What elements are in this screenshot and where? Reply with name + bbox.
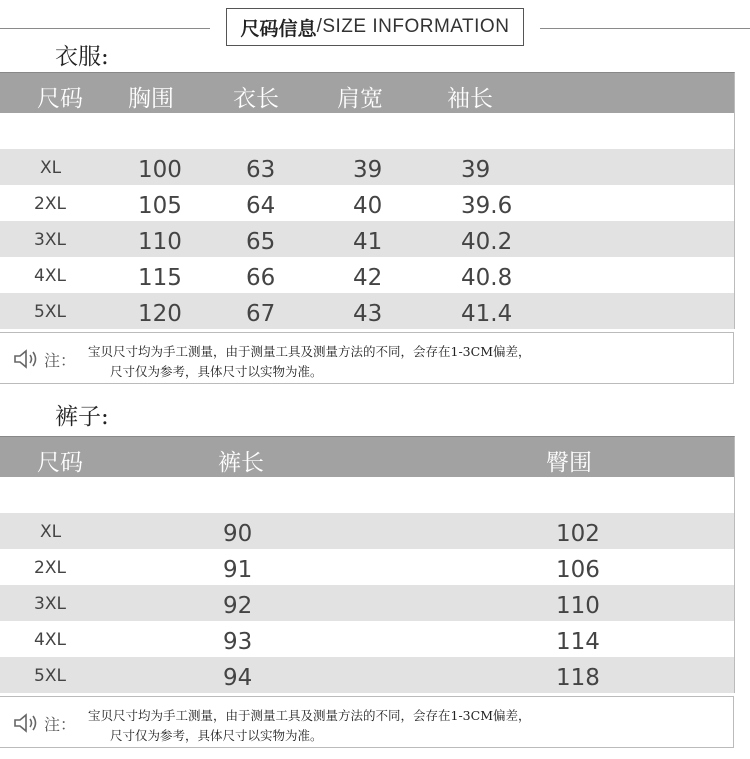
title-cn: 尺码信息: [240, 17, 317, 40]
table-row: [0, 549, 734, 585]
speaker-icon: [13, 712, 41, 734]
cell-length: 94: [223, 665, 253, 691]
cell-size: XL: [40, 158, 62, 178]
cell-chest: 115: [138, 265, 182, 291]
cell-size: 3XL: [34, 594, 66, 614]
tops-section-title: 衣服:: [55, 44, 109, 70]
cell-length: 65: [246, 229, 276, 255]
cell-chest: 120: [138, 301, 182, 327]
cell-shoulder: 43: [353, 301, 383, 327]
pants-spacer: [0, 477, 734, 513]
tops-col-length: 衣长: [233, 86, 279, 112]
cell-length: 90: [223, 521, 253, 547]
note-line-2: 尺寸仅为参考，具体尺寸以实物为准。: [110, 728, 323, 743]
cell-size: 4XL: [34, 266, 66, 286]
cell-length: 66: [246, 265, 276, 291]
speaker-icon: [13, 348, 41, 370]
cell-chest: 100: [138, 157, 182, 183]
title-sep: /: [316, 16, 323, 37]
tops-col-size: 尺码: [37, 86, 83, 112]
cell-sleeve: 41.4: [461, 301, 513, 327]
tops-table-header: [0, 73, 734, 113]
table-row: [0, 513, 734, 549]
cell-length: 64: [246, 193, 276, 219]
header-rule-left: [0, 28, 210, 29]
pants-size-table: [0, 436, 735, 693]
table-row: [0, 293, 734, 329]
pants-section-title: 裤子:: [55, 404, 109, 430]
cell-size: 2XL: [34, 558, 66, 578]
cell-shoulder: 39: [353, 157, 383, 183]
tops-size-table: [0, 72, 735, 329]
cell-sleeve: 40.8: [461, 265, 513, 291]
cell-sleeve: 40.2: [461, 229, 513, 255]
cell-shoulder: 41: [353, 229, 383, 255]
cell-hip: 102: [556, 521, 600, 547]
tops-measurement-note: [0, 332, 734, 384]
cell-length: 67: [246, 301, 276, 327]
tops-col-sleeve: 袖长: [447, 86, 493, 112]
table-row: [0, 149, 734, 185]
header-rule-right: [540, 28, 750, 29]
title-en: SIZE INFORMATION: [322, 16, 510, 37]
pants-measurement-note: [0, 696, 734, 748]
pants-col-length: 裤长: [218, 450, 264, 476]
cell-hip: 114: [556, 629, 600, 655]
cell-hip: 106: [556, 557, 600, 583]
pants-col-hip: 臀围: [546, 450, 592, 476]
cell-size: XL: [40, 522, 62, 542]
tops-spacer: [0, 113, 734, 149]
table-row: [0, 585, 734, 621]
note-label: 注：: [44, 715, 77, 734]
note-label: 注：: [44, 351, 77, 370]
cell-sleeve: 39: [461, 157, 491, 183]
cell-size: 4XL: [34, 630, 66, 650]
tops-col-chest: 胸围: [128, 86, 174, 112]
page-title: [226, 8, 524, 46]
cell-shoulder: 40: [353, 193, 383, 219]
cell-chest: 110: [138, 229, 182, 255]
cell-length: 93: [223, 629, 253, 655]
cell-size: 5XL: [34, 302, 66, 322]
cell-length: 63: [246, 157, 276, 183]
table-row: [0, 657, 734, 693]
note-line-2: 尺寸仅为参考，具体尺寸以实物为准。: [110, 364, 323, 379]
cell-hip: 110: [556, 593, 600, 619]
cell-length: 91: [223, 557, 253, 583]
table-row: [0, 221, 734, 257]
note-line-1: 宝贝尺寸均为手工测量，由于测量工具及测量方法的不同，会存在1-3CM偏差，: [88, 708, 531, 723]
cell-chest: 105: [138, 193, 182, 219]
cell-length: 92: [223, 593, 253, 619]
table-row: [0, 185, 734, 221]
table-row: [0, 257, 734, 293]
table-row: [0, 621, 734, 657]
cell-size: 2XL: [34, 194, 66, 214]
cell-sleeve: 39.6: [461, 193, 513, 219]
note-line-1: 宝贝尺寸均为手工测量，由于测量工具及测量方法的不同，会存在1-3CM偏差，: [88, 344, 531, 359]
cell-size: 3XL: [34, 230, 66, 250]
tops-col-shoulder: 肩宽: [337, 86, 383, 112]
pants-col-size: 尺码: [37, 450, 83, 476]
pants-table-header: [0, 437, 734, 477]
cell-shoulder: 42: [353, 265, 383, 291]
cell-hip: 118: [556, 665, 600, 691]
cell-size: 5XL: [34, 666, 66, 686]
